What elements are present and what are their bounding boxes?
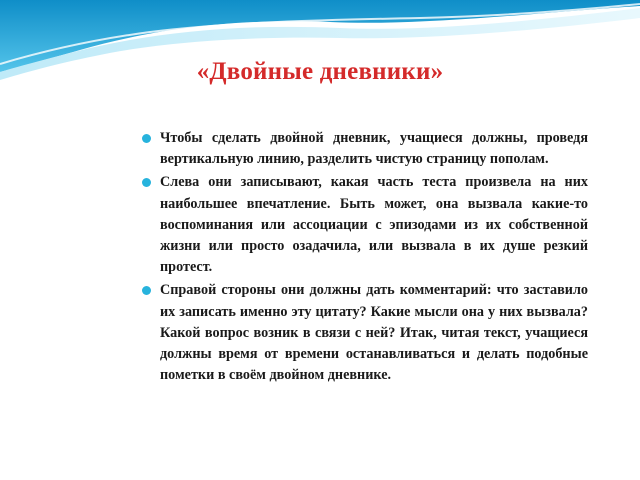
slide-title: «Двойные дневники» (196, 58, 444, 85)
list-item (142, 280, 588, 386)
list-item-text: Справой стороны они должны дать комментарий: что заставило их записать именно эту цитату? Какие мысли она у них вызвала? Какой вопрос возник в связи с ней? Итак, читая текст, учащиеся должны время от времени останавливаться и делать подобные пометки в своём двойном дневнике. (160, 282, 588, 384)
bullet-list (142, 128, 588, 388)
bullet-dot-icon (142, 178, 151, 187)
bullet-dot-icon (142, 134, 151, 143)
list-item-text: Чтобы сделать двойной дневник, учащиеся должны, проведя вертикальную линию, разделить чистую страницу пополам. (160, 130, 588, 168)
list-item (142, 128, 588, 170)
list-item (142, 172, 588, 278)
bullet-dot-icon (142, 286, 151, 295)
list-item-text: Слева они записывают, какая часть теста произвела на них наибольшее впечатление. Быть может, она вызвала какие-то воспоминания или ассоциации с эпизодами из их собственной жизни или просто озадачила, или вызвала в их душе резкий протест. (160, 174, 588, 276)
